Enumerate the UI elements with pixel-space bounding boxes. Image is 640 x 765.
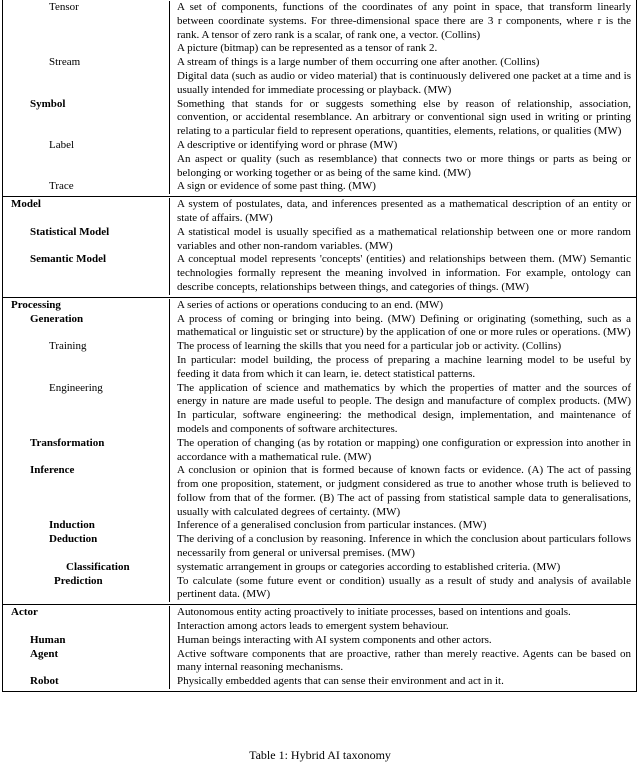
term-cell: Actor (3, 606, 170, 634)
definition-paragraph: Active software components that are proactive, rather than merely reactive. Agents can be based on many internal reasoning mechanisms. (177, 647, 631, 674)
definition-cell (170, 464, 636, 519)
definition-cell (170, 675, 636, 689)
term-cell: Robot (3, 675, 170, 689)
definition-paragraph: Something that stands for or suggests something else by reason of relationship, association, convention, or accidental resemblance. An arbitrary or conventional sign used in writing or printing relating to a particular field to represent operations, quantities, elements, relations, or qualities (MW) (177, 97, 631, 138)
definition-paragraph: A statistical model is usually specified as a mathematical relationship between one or more random variables and other non-random variables. (MW) (177, 225, 631, 252)
definition-paragraph: A conclusion or opinion that is formed because of known facts or evidence. (A) The act of passing from one proposition, statement, or judgment considered as true to another whose truth is believed to follow from that of the former. (B) The act of passing from statistical sample data to generalisations, usually with calculated degrees of certainty. (MW) (177, 464, 631, 518)
table-row (3, 226, 636, 254)
definition-cell (170, 533, 636, 561)
table-row (3, 464, 636, 519)
definition-cell (170, 1, 636, 56)
definition-cell (170, 299, 636, 313)
term-cell: Engineering (3, 382, 170, 437)
definition-cell (170, 561, 636, 575)
table-row (3, 634, 636, 648)
table-section (3, 604, 636, 691)
table-row (3, 299, 636, 313)
table-row (3, 340, 636, 381)
definition-paragraph: Physically embedded agents that can sense their environment and act in it. (177, 675, 504, 688)
term-cell: Tensor (3, 1, 170, 56)
definition-paragraph: To calculate (some future event or condition) usually as a result of study and analysis of available pertinent data. (MW) (177, 574, 631, 601)
table-row (3, 519, 636, 533)
definition-paragraph: Interaction among actors leads to emergent system behaviour. (177, 620, 449, 633)
table-row (3, 313, 636, 341)
definition-paragraph: A descriptive or identifying word or phrase (MW) (177, 138, 398, 151)
table-row (3, 575, 636, 603)
definition-cell (170, 253, 636, 294)
term-cell: Classification (3, 561, 170, 575)
definition-paragraph: Digital data (such as audio or video material) that is continuously delivered one packet at a time and is usually intended for immediate processing or playback. (MW) (177, 69, 631, 96)
definition-cell (170, 634, 636, 648)
definition-paragraph: systematic arrangement in groups or categories according to established criteria. (MW) (177, 560, 561, 573)
definition-cell (170, 648, 636, 676)
table-row (3, 382, 636, 437)
term-cell: Human (3, 634, 170, 648)
table-row (3, 198, 636, 226)
taxonomy-table (2, 0, 637, 692)
term-cell: Training (3, 340, 170, 381)
table-caption: Table 1: Hybrid AI taxonomy (249, 748, 391, 762)
definition-paragraph: A series of actions or operations conducing to an end. (MW) (177, 298, 444, 311)
term-cell: Prediction (3, 575, 170, 603)
definition-paragraph: A conceptual model represents 'concepts' (entities) and relationships between them. (MW) Semantic technologies formally represent the meaning involved in information. For example, ontology can describe concepts, relationships between things, and categories of things. (MW) (177, 253, 631, 293)
definition-cell (170, 180, 636, 194)
definition-paragraph: A picture (bitmap) can be represented as a tensor of rank 2. (177, 42, 438, 55)
table-section (3, 196, 636, 297)
definition-paragraph: A system of postulates, data, and inferences presented as a mathematical description of an entity or state of affairs. (MW) (177, 198, 631, 224)
term-cell: Symbol (3, 98, 170, 139)
term-cell: Semantic Model (3, 253, 170, 294)
term-cell: Agent (3, 648, 170, 676)
table-row (3, 253, 636, 294)
definition-paragraph: A set of components, functions of the coordinates of any point in space, that transform linearly between coordinate systems. For three-dimensional space there are 3 r components, where r is the rank. A tensor of zero rank is a scalar, of rank one, a vector. (Collins) (177, 1, 631, 41)
definition-cell (170, 519, 636, 533)
definition-paragraph: Inference of a generalised conclusion from particular instances. (MW) (177, 519, 487, 532)
table-row (3, 56, 636, 97)
definition-cell (170, 575, 636, 603)
term-cell: Induction (3, 519, 170, 533)
definition-cell (170, 139, 636, 180)
definition-paragraph: The deriving of a conclusion by reasoning. Inference in which the conclusion about particulars follows necessarily from general or universal premises. (MW) (177, 533, 631, 560)
term-cell: Stream (3, 56, 170, 97)
definition-paragraph: A stream of things is a large number of them occurring one after another. (Collins) (177, 56, 540, 69)
definition-cell (170, 606, 636, 634)
definition-cell (170, 313, 636, 341)
term-cell: Inference (3, 464, 170, 519)
definition-cell (170, 340, 636, 381)
definition-paragraph: A process of coming or bringing into being. (MW) Defining or originating (something, such as a mathematical or linguistic set or structure) by the application of one or more rules or operations. (MW) (177, 312, 631, 339)
term-cell: Trace (3, 180, 170, 194)
table-row (3, 437, 636, 465)
table-section (3, 297, 636, 605)
definition-cell (170, 56, 636, 97)
term-cell: Processing (3, 299, 170, 313)
table-row (3, 139, 636, 180)
definition-cell (170, 98, 636, 139)
definition-paragraph: The application of science and mathematics by which the properties of matter and the sources of energy in nature are made useful to people. The design and manufacture of complex products. (MW) In particular, software engineering: the methodical design, implementation, and maintenance of models and components of software architectures. (177, 381, 631, 435)
table-row (3, 98, 636, 139)
table-row (3, 561, 636, 575)
table-row (3, 675, 636, 689)
table-row (3, 1, 636, 56)
term-cell: Statistical Model (3, 226, 170, 254)
definition-paragraph: The process of learning the skills that you need for a particular job or activity. (Collins) (177, 340, 562, 353)
table-section (3, 0, 636, 196)
definition-cell (170, 437, 636, 465)
definition-paragraph: An aspect or quality (such as resemblance) that connects two or more things or parts as being or belonging or working together or as being of the same kind. (MW) (177, 152, 631, 179)
term-cell: Model (3, 198, 170, 226)
table-row (3, 606, 636, 634)
term-cell: Label (3, 139, 170, 180)
term-cell: Deduction (3, 533, 170, 561)
table-row (3, 180, 636, 194)
definition-paragraph: In particular: model building, the process of preparing a machine learning model to be useful by feeding it data from which it can learn, ie. detect statistical patterns. (177, 353, 631, 380)
definition-paragraph: A sign or evidence of some past thing. (MW) (177, 180, 376, 193)
term-cell: Transformation (3, 437, 170, 465)
definition-cell (170, 198, 636, 226)
table-row (3, 533, 636, 561)
definition-cell (170, 382, 636, 437)
term-cell: Generation (3, 313, 170, 341)
table-row (3, 648, 636, 676)
definition-paragraph: Autonomous entity acting proactively to initiate processes, based on intentions and goals. (177, 606, 571, 619)
definition-paragraph: The operation of changing (as by rotation or mapping) one configuration or expression into another in accordance with a mathematical rule. (MW) (177, 436, 631, 463)
definition-cell (170, 226, 636, 254)
definition-paragraph: Human beings interacting with AI system components and other actors. (177, 633, 492, 646)
